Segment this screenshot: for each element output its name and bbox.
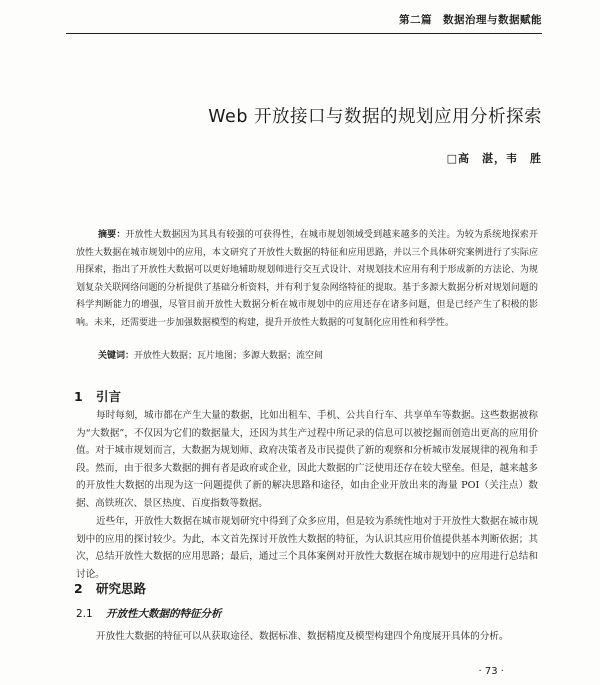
article-authors: □高 湛，韦 胜 <box>446 152 542 165</box>
section-2-heading <box>74 579 146 597</box>
page-number: · 73 · <box>478 666 504 677</box>
section-1-title: 引言 <box>96 389 122 404</box>
subsection-2-1-heading <box>76 606 222 621</box>
abstract <box>76 227 538 332</box>
subsection-2-1-number: 2.1 <box>76 608 93 620</box>
section-1-paragraph-1: 每时每刻，城市都在产生大量的数据，比如出租车、手机、公共自行车、共享单车等数据。这些数据被称为“大数据”，不仅因为它们的数据量大，还因为其生产过程中所记录的信息可以被挖掘而创造出更高的应用价值。对于城市规划而言，大数据为规划师、政府决策者及市民提供了新的观察和分析城市发展规律的视角和手段。然而，由于很多大数据的拥有者是政府或企业，因此大数据的广泛使用还存在较大壁垒。但是，越来越多的开放性大数据的出现为这一问题提供了新的解决思路和途径，如由企业开放出来的海量 POI（关注点）数据、高铁班次、景区热度、百度指数等数据。 <box>76 410 538 509</box>
header-rule <box>66 33 542 34</box>
keywords-text: 开放性大数据；瓦片地图；多源大数据；流空间 <box>134 351 324 361</box>
running-header: 第二篇 数据治理与数据赋能 <box>399 14 542 26</box>
subsection-2-1-paragraph: 开放性大数据的特征可以从获取途径、数据标准、数据精度及模型构建四个角度展开具体的分析。 <box>96 631 509 642</box>
section-2-number: 2 <box>74 581 83 596</box>
abstract-text: 开放性大数据因为其具有较强的可获得性，在城市规划领域受到越来越多的关注。为较为系统地探索开放性大数据在城市规划中的应用，本文研究了开放性大数据的特征和应用思路，并以三个具体研究案例进行了实际应用探索，指出了开放性大数据可以更好地辅助规划师进行交互式设计、对规划技术应用有利于形成新的方法论、为规划复杂关联网络问题的分析提供了基础分析资料，并有利于复杂网络特征的提取。基于多源大数据分析对规划问题的科学判断能力的增强，尽管目前开放性大数据分析在城市规划中的应用还存在诸多问题，但是已经产生了积极的影响。未来，还需要进一步加强数据模型的构建，提升开放性大数据的可复制化应用性和科学性。 <box>76 230 538 328</box>
keywords-label: 关键词： <box>98 351 135 361</box>
section-1-heading <box>74 387 121 405</box>
article-title: Web 开放接口与数据的规划应用分析探索 <box>208 107 542 127</box>
abstract-label: 摘要： <box>98 230 126 240</box>
keywords <box>98 348 323 361</box>
section-2-title: 研究思路 <box>96 581 147 596</box>
section-1-number: 1 <box>74 389 83 404</box>
section-1-paragraph-2: 近些年，开放性大数据在城市规划研究中得到了众多应用，但是较为系统性地对于开放性大数据在城市规划中的应用的探讨较少。为此，本文首先探讨开放性大数据的特征，为认识其应用价值提供基本判断依据；其次，总结开放性大数据的应用思路；最后，通过三个具体案例对开放性大数据在城市规划中的应用进行总结和讨论。 <box>76 516 538 580</box>
subsection-2-1-title: 开放性大数据的特征分析 <box>106 608 222 620</box>
